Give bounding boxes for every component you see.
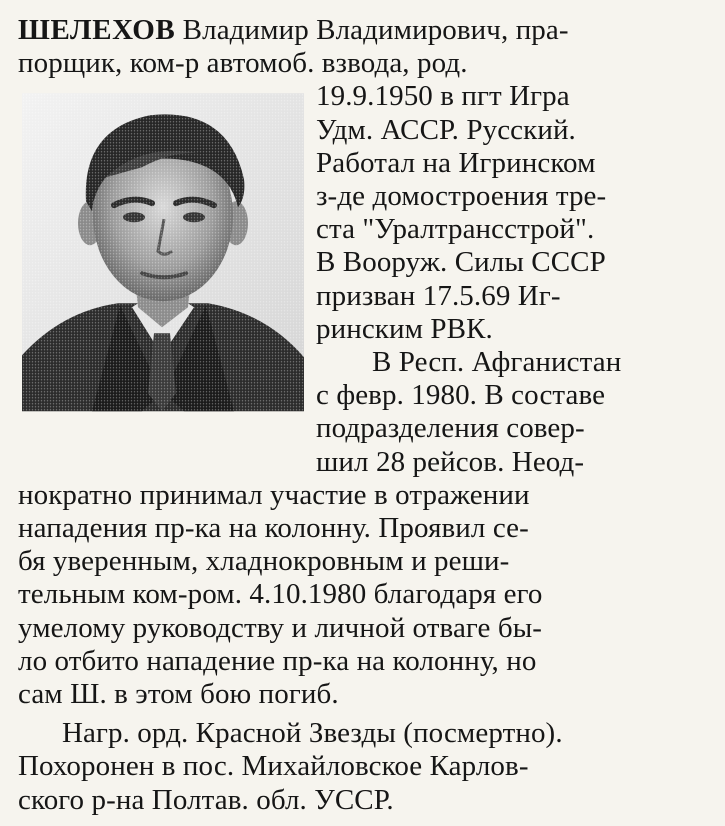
text-line: с февр. 1980. В составе bbox=[316, 379, 606, 412]
text-line: призван 17.5.69 Иг- bbox=[316, 279, 561, 312]
text-line: тельным ком-ром. 4.10.1980 благодаря его bbox=[18, 578, 543, 611]
text-line: порщик, ком-р автомоб. взвода, род. bbox=[18, 47, 468, 80]
text-line bbox=[18, 14, 569, 47]
text-line: Нагр. орд. Красной Звезды (посмертно). bbox=[62, 717, 563, 750]
text-line: ло отбито нападение пр-ка на колонну, но bbox=[18, 644, 537, 677]
text-line: бя уверенным, хладнокровным и реши- bbox=[18, 545, 510, 578]
text-line: В Респ. Афганистан bbox=[372, 346, 622, 378]
text-line: шил 28 рейсов. Неод- bbox=[316, 445, 585, 478]
text-line: нападения пр-ка на колонну. Проявил се- bbox=[18, 512, 529, 544]
text-line: ского р-на Полтав. обл. УССР. bbox=[18, 783, 394, 816]
text-line-segment: Владимир Владимирович, пра- bbox=[175, 14, 569, 46]
surname: ШЕЛЕХОВ bbox=[18, 14, 176, 46]
text-line: ста "Уралтрансстрой". bbox=[316, 213, 595, 246]
text-line: ринским РВК. bbox=[316, 312, 493, 345]
text-line: з-де домостроения тре- bbox=[316, 180, 607, 212]
text-line: Удм. АССР. Русский. bbox=[316, 113, 576, 146]
text-line: 19.9.1950 в пгт Игра bbox=[316, 80, 570, 113]
text-line: В Вооруж. Силы СССР bbox=[316, 246, 606, 279]
text-line: Работал на Игринском bbox=[316, 146, 596, 179]
text-line: сам Ш. в этом бою погиб. bbox=[18, 678, 339, 710]
text-line: умелому руководству и личной отваге бы- bbox=[18, 611, 543, 644]
text-line: подразделения совер- bbox=[316, 412, 585, 445]
text-line: нократно принимал участие в отражении bbox=[18, 478, 530, 511]
portrait-photo bbox=[22, 88, 304, 416]
text-line: Похоронен в пос. Михайловское Карлов- bbox=[18, 750, 529, 783]
